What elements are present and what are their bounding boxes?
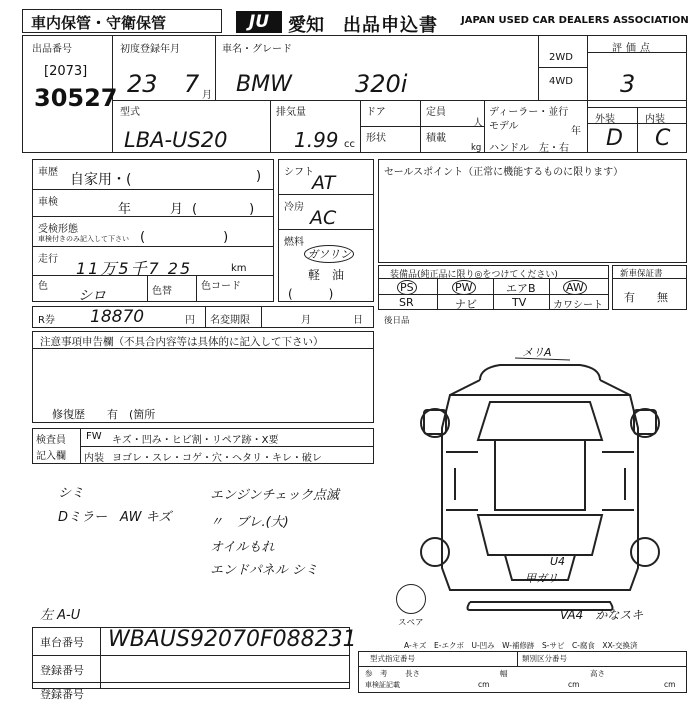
lot-label: 出品番号 [32, 44, 72, 55]
equipment-label: 装備品(純正品に限り◎をつけてください) [390, 270, 558, 280]
displacement-label: 排気量 [276, 107, 306, 118]
color-swap: 色替 [152, 286, 172, 297]
drive-2wd: 2WD [549, 52, 573, 63]
svg-text:メリA: メリA [522, 346, 552, 359]
history-value: 自家用・( [70, 172, 132, 188]
displacement-value: 1.99 [294, 128, 339, 152]
spare-label: スペア [398, 618, 424, 628]
warranty-yes: 有 [624, 291, 635, 304]
interior-value: C [655, 126, 671, 151]
shift-value: AT [312, 172, 336, 194]
diagram-legend: A-キズ E-エクボ U-凹み W-補修跡 S-サビ C-腐食 XX-交換済 [404, 641, 638, 650]
equip-navi: ナビ [455, 298, 477, 311]
svg-text:甲ガリ: 甲ガリ [525, 572, 558, 585]
score-value: 3 [620, 70, 636, 98]
fuel-diesel: 軽 油 [308, 268, 345, 282]
dealer-handle: ハンドル 左・右 [489, 143, 569, 154]
name-change-label: 名変期限 [210, 315, 250, 326]
size-ref-label: 車検証記載 [365, 681, 400, 689]
notes-label: 注意事項申告欄（不具合内容等は具体的に記入して下さい） [40, 336, 324, 348]
note-left-1: シミ [58, 486, 85, 501]
fuel-gasoline: ガソリン [304, 245, 354, 263]
header-assoc: JAPAN USED CAR DEALERS ASSOCIATION [461, 15, 689, 26]
first-reg-year: 23 [127, 70, 158, 98]
plate-label: 登録番号 [40, 664, 84, 677]
note-left-2: Dミラー AW キズ [58, 510, 172, 525]
dealer-label: ディーラー・並行 [489, 107, 569, 118]
inspection-paren: ( ) [192, 202, 255, 217]
history-close: ) [256, 169, 262, 184]
interior-label: 内装 [645, 114, 665, 125]
equip-aw: AW [563, 280, 587, 295]
note-bottom: 左 A-U [40, 608, 81, 623]
recycle-label: R券 [38, 315, 55, 326]
spare-circle [396, 584, 426, 614]
reg-no-label: 登録番号 [40, 688, 84, 701]
score-label: 評価点 [612, 43, 654, 54]
seal-label: 後日品 [384, 316, 410, 326]
car-damage-diagram [410, 340, 670, 620]
warranty-label: 新車保証書 [620, 269, 663, 279]
lot-sub: [2073] [44, 64, 88, 79]
svg-text:U4: U4 [550, 555, 566, 568]
equip-leather: カワシート [553, 300, 603, 311]
name-change-month: 月 [301, 315, 311, 326]
car-grade: 320i [355, 70, 408, 98]
equip-ps: PS [397, 280, 417, 295]
size-spec: 型式指定番号 [370, 654, 415, 663]
load-label: 積載 [426, 133, 446, 144]
inspector-row-1: キズ・凹み・ヒビ割・リペア跡・X要 [112, 435, 279, 446]
note-right-2: 〃 ブレ.(大) [210, 515, 289, 530]
size-len: 長さ [405, 669, 420, 678]
sales-point-label: セールスポイント（正常に機能するものに限ります） [384, 167, 624, 178]
displacement-unit: cc [344, 139, 355, 150]
color-label: 色 [38, 281, 48, 292]
receive-paren: ( ) [140, 230, 229, 245]
size-cat: 類別区分番号 [522, 654, 567, 663]
receive-note: 車検付きのみ記入して下さい [38, 235, 129, 243]
model-label: 型式 [120, 107, 140, 118]
first-reg-month-unit: 月 [202, 90, 212, 101]
note-right-3: オイルもれ [210, 540, 275, 555]
first-reg-label: 初度登録年月 [120, 44, 180, 55]
exterior-label: 外装 [595, 114, 615, 125]
recycle-box [32, 306, 374, 328]
color-value: シロ [78, 288, 106, 304]
receive-label: 受検形態 [38, 224, 78, 235]
note-right-4: エンドパネル シミ [210, 563, 318, 578]
color-code: 色コード [201, 281, 241, 292]
ju-logo: JU [236, 11, 282, 33]
equip-tv: TV [512, 296, 527, 309]
dealer-model-unit: 年 [571, 126, 581, 137]
inspection-year: 年 [118, 202, 132, 217]
ac-value: AC [310, 207, 337, 229]
size-unit-3: cm [664, 680, 676, 689]
ac-label: 冷房 [284, 202, 304, 213]
shape-label: 形状 [366, 133, 386, 144]
inspector-label-2: 記入欄 [36, 451, 66, 462]
equip-sr: SR [399, 296, 414, 309]
fuel-label: 燃料 [284, 237, 304, 248]
equip-airbag: エアB [506, 282, 536, 295]
size-ref: 参 考 [365, 669, 388, 678]
inspector-naisou: 内装 [84, 453, 104, 464]
diagram-bottom-note: VA4 かなスキ [560, 608, 644, 622]
dealer-model-label: モデル [489, 121, 519, 132]
size-hei: 高さ [590, 669, 605, 678]
mileage-unit: km [231, 263, 247, 274]
equip-pw: PW [452, 280, 476, 295]
header-title: 車内保管・守衛保管 [31, 14, 167, 32]
recycle-value: 18870 [90, 307, 145, 327]
exterior-value: D [606, 126, 623, 151]
repair-history: 修復歴 有 (箇所 [52, 408, 156, 421]
warranty-no: 無 [657, 291, 668, 304]
chassis-label: 車台番号 [40, 636, 84, 649]
header-title-box [22, 9, 222, 33]
fuel-paren: ( ) [288, 287, 334, 301]
inspector-row-2: ヨゴレ・スレ・コゲ・穴・ヘタリ・キレ・破レ [112, 453, 322, 464]
name-change-day: 日 [353, 315, 363, 326]
load-unit: kg [471, 143, 482, 153]
mileage-label: 走行 [38, 254, 58, 265]
inspector-label-1: 検査員 [36, 435, 66, 446]
lot-number: 30527 [34, 84, 118, 112]
car-name-label: 車名・グレード [222, 44, 292, 55]
inspection-label: 車検 [38, 197, 58, 208]
capacity-label: 定員 [426, 107, 446, 118]
first-reg-month: 7 [184, 70, 200, 98]
door-label: ドア [366, 107, 386, 118]
size-unit-1: cm [478, 680, 490, 689]
header-org: 愛知 [288, 15, 324, 36]
car-make: BMW [236, 72, 292, 97]
header-doc-title: 出品申込書 [343, 15, 438, 36]
shift-label: シフト [284, 167, 314, 178]
size-wid: 幅 [500, 669, 508, 678]
chassis-value: WBAUS92070F088231 [108, 627, 357, 652]
mileage-value: 11万5千7 25 [76, 259, 193, 278]
history-label: 車歴 [38, 167, 58, 178]
drive-4wd: 4WD [549, 76, 573, 87]
model-value: LBA-US20 [124, 128, 228, 152]
inspection-month: 月 [170, 202, 184, 217]
capacity-unit: 人 [473, 118, 483, 129]
size-unit-2: cm [568, 680, 580, 689]
inspector-fw: FW [86, 431, 102, 442]
note-right-1: エンジンチェック点滅 [210, 488, 339, 503]
recycle-unit: 円 [185, 315, 195, 326]
